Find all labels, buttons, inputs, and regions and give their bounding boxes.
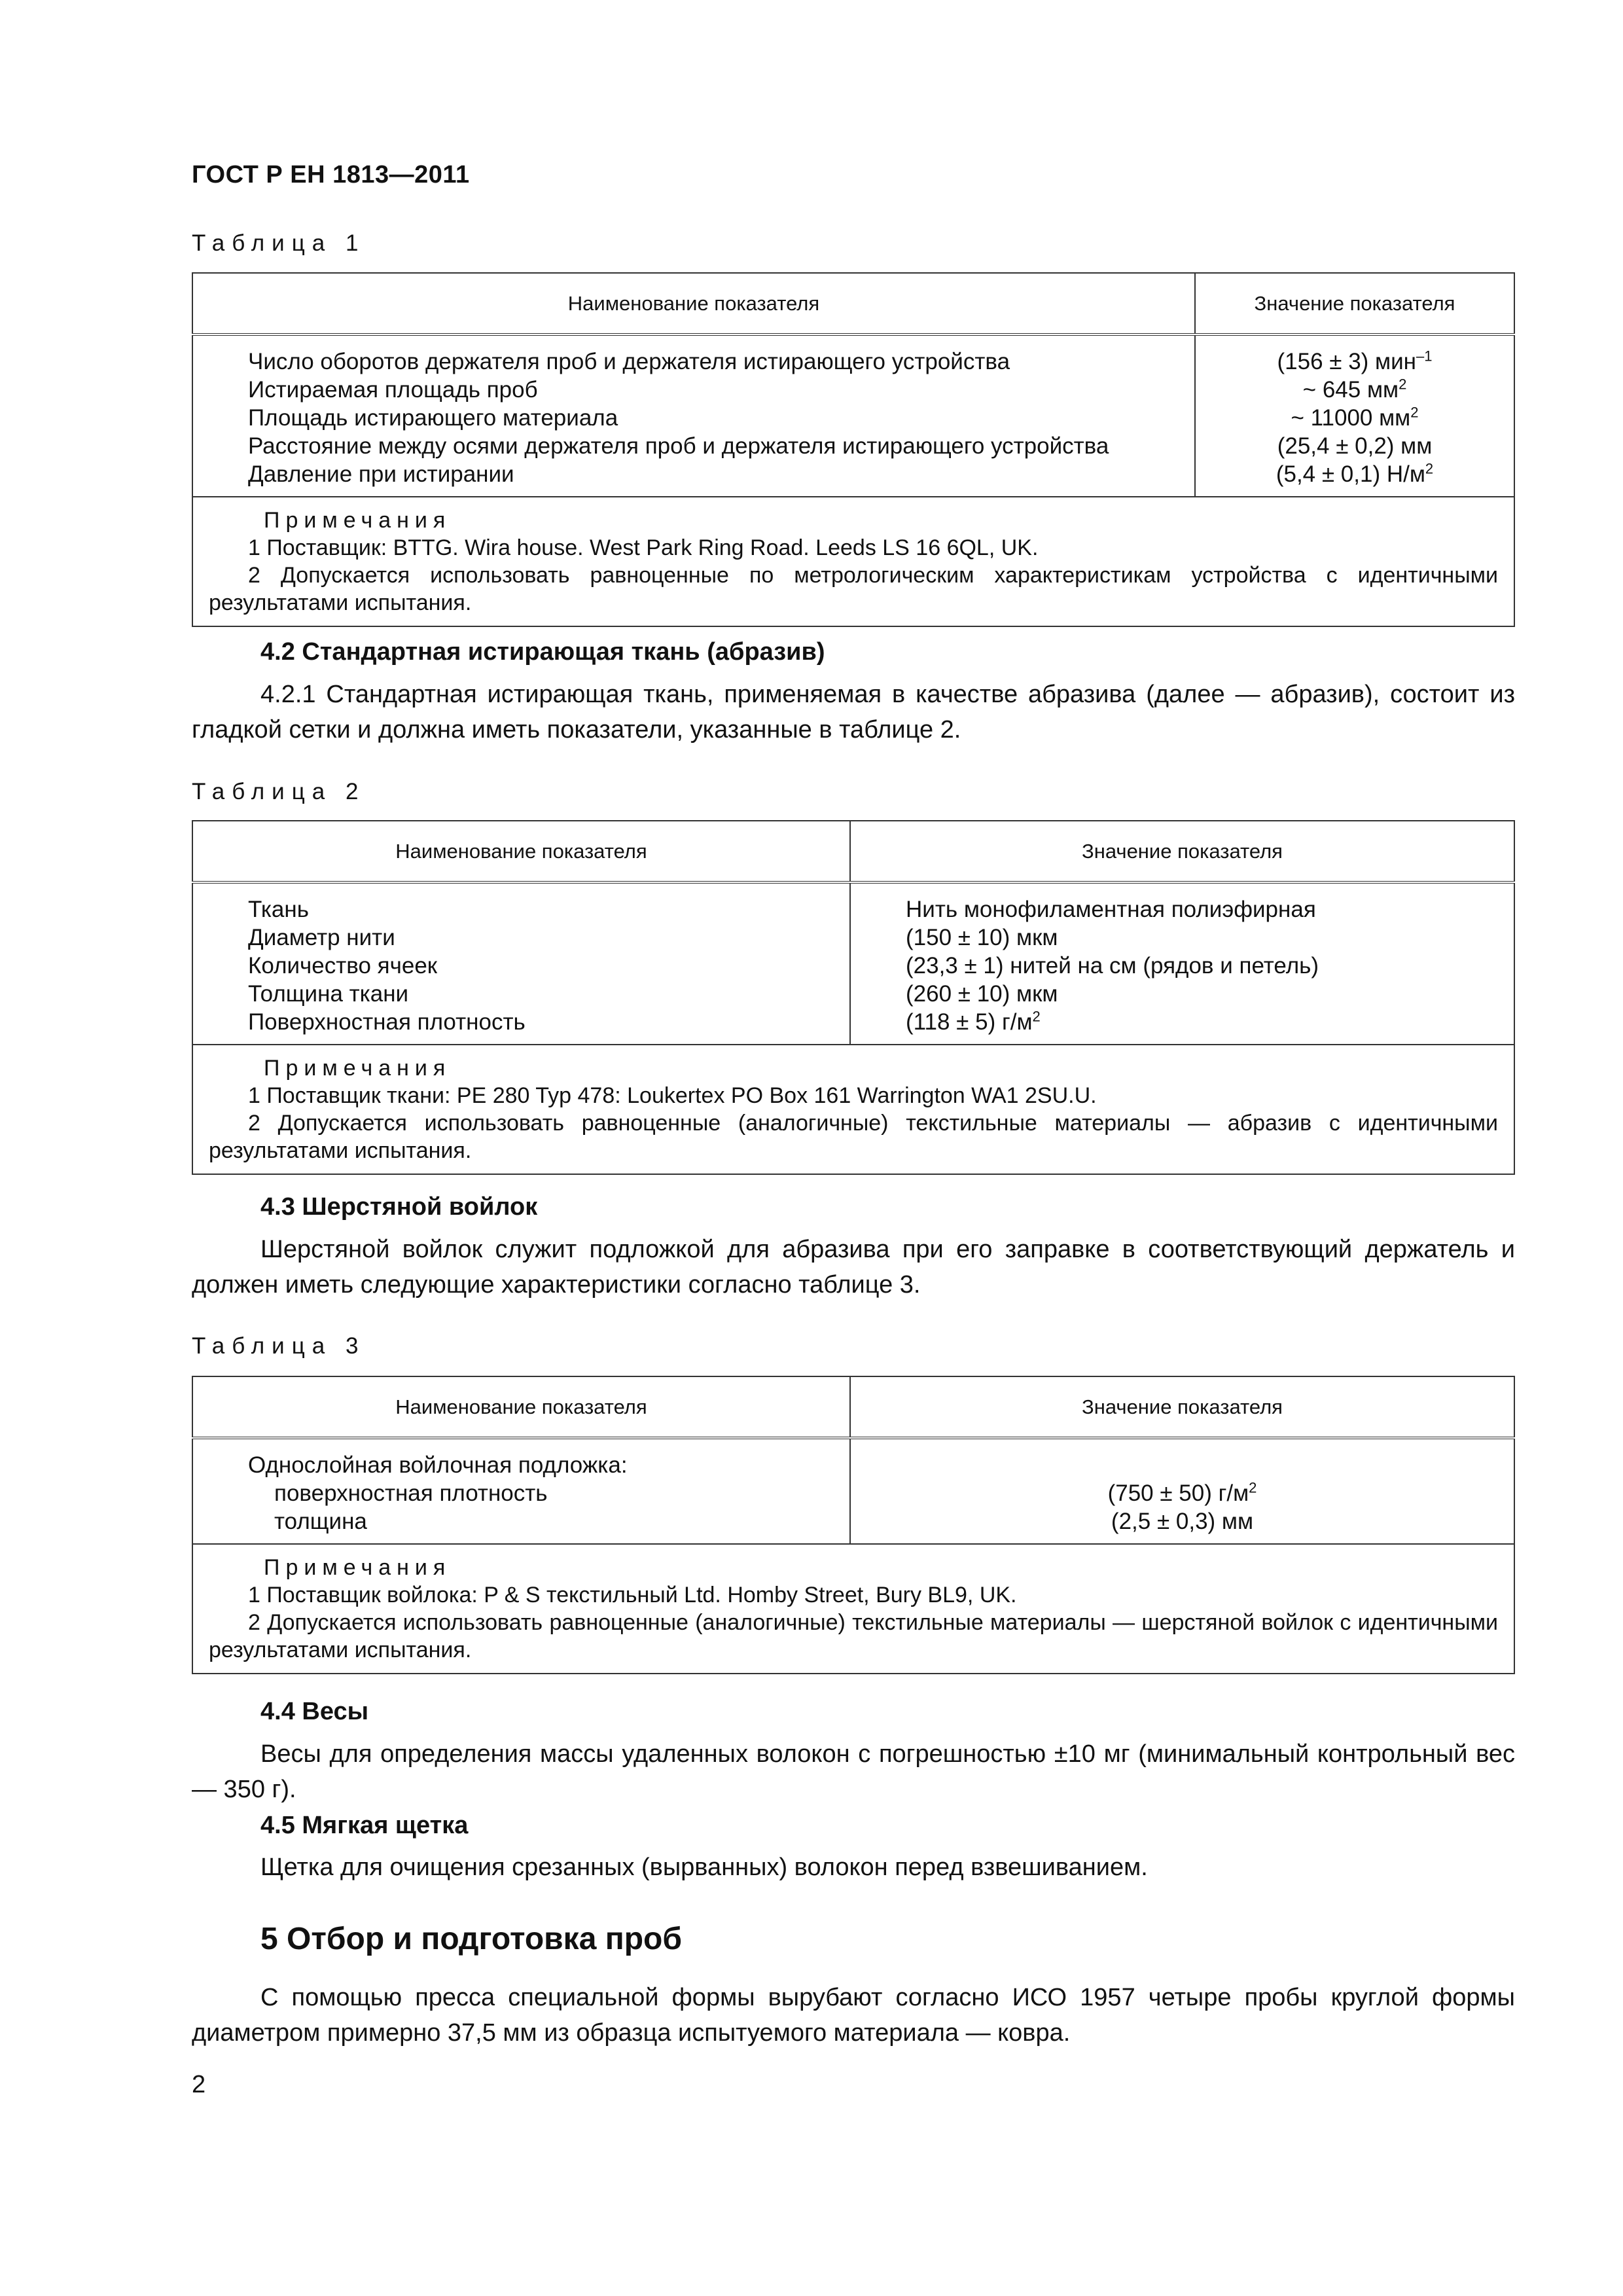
section-4-5-heading: 4.5 Мягкая щетка	[260, 1812, 469, 1839]
table3-col-header-value: Значение показателя	[850, 1376, 1514, 1438]
section-5-heading: 5 Отбор и подготовка проб	[260, 1922, 683, 1956]
table3-notes-title: Примечания	[264, 1555, 452, 1580]
table1-row-value: ~ 645 $мм^2$	[1302, 376, 1407, 403]
table2-row-name: Количество ячеек	[248, 953, 438, 978]
table1-row-name: Истираемая площадь проб	[248, 377, 538, 403]
table2-caption: Таблица 2	[192, 779, 366, 804]
table2-values-cell	[850, 882, 1514, 1045]
table2-row-value: (23,3 ± 1) нитей на см (рядов и петель)	[906, 953, 1319, 978]
table3-row-name: толщина	[274, 1509, 367, 1534]
table1-caption: Таблица 1	[192, 230, 366, 256]
table1-note: 1 Поставщик: BTTG. Wira house. West Park Ring Road. Leeds LS 16 6QL, UK.	[248, 535, 1039, 560]
section-4-2-heading: 4.2 Стандартная истирающая ткань (абразив)	[260, 638, 825, 666]
document-header: ГОСТ Р ЕН 1813—2011	[192, 161, 470, 188]
table2-col-header-value: Значение показателя	[850, 821, 1514, 882]
table1-row-value: ~ 11000 $мм^2$	[1291, 404, 1419, 431]
table3	[192, 1376, 1515, 1674]
table1-row-name: Давление при истирании	[248, 461, 514, 487]
table3-notes	[192, 1544, 1514, 1674]
table2-row-name: Поверхностная плотность	[248, 1009, 526, 1035]
table2-row-name: Диаметр нити	[248, 925, 395, 950]
section-5-text: С помощью пресса специальной формы вырубают согласно ИСО 1957 четыре пробы круглой формы диаметром примерно 37,5 мм из образца испытуемого материала — ковра.	[192, 1984, 1515, 2047]
table1-row-value: (25,4 ± 0,2) мм	[1277, 433, 1433, 459]
section-4-4-heading: 4.4 Весы	[260, 1698, 369, 1725]
table2-row-value: Нить монофиламентная полиэфирная	[906, 897, 1316, 922]
section-4-2-text: 4.2.1 Стандартная истирающая ткань, применяемая в качестве абразива (далее — абразив), состоит из гладкой сетки и должна иметь показатели, указанные в таблице 2.	[192, 681, 1515, 744]
table1-notes	[192, 497, 1514, 626]
section-4-3-heading: 4.3 Шерстяной войлок	[260, 1193, 538, 1221]
table1-col-header-name: Наименование показателя	[192, 273, 1195, 334]
table2-row-name: Ткань	[248, 897, 309, 922]
table2-row-value: (118 ± 5) $г/м^2$	[906, 1008, 1041, 1035]
table2-note: 1 Поставщик ткани: PE 280 Typ 478: Loukertex PO Box 161 Warrington WA1 2SU.U.	[248, 1083, 1097, 1108]
table1-notes-title: Примечания	[264, 508, 452, 533]
table3-row-value: (2,5 ± 0,3) мм	[1111, 1509, 1254, 1534]
section-4-3-text: Шерстяной войлок служит подложкой для абразива при его заправке в соответствующий держатель и должен иметь следующие характеристики согласно таблице 3.	[192, 1236, 1515, 1299]
table2-row-value: (150 ± 10) мкм	[906, 925, 1058, 950]
table2-names-cell	[192, 882, 850, 1045]
table3-values-cell	[850, 1438, 1514, 1544]
table3-note: 2 Допускается использовать равноценные (аналогичные) текстильные материалы — шерстяной войлок с идентичными результатами испытания.	[209, 1610, 1498, 1662]
table2-row-value: (260 ± 10) мкм	[906, 981, 1058, 1007]
table2-notes-title: Примечания	[264, 1056, 452, 1081]
table1-row-name: Число оборотов держателя проб и держателя истирающего устройства	[248, 349, 1010, 374]
table2-notes	[192, 1045, 1514, 1174]
table3-caption: Таблица 3	[192, 1333, 366, 1359]
table1-note: 2 Допускается использовать равноценные по метрологическим характеристикам устройства с идентичными результатами испытания.	[209, 563, 1498, 615]
table3-names-cell	[192, 1438, 850, 1544]
table3-row-name: поверхностная плотность	[274, 1480, 548, 1506]
table1-row-name: Площадь истирающего материала	[248, 405, 618, 431]
table1-values-cell	[1195, 334, 1514, 497]
table2-row-name: Толщина ткани	[248, 981, 409, 1007]
table2-col-header-name: Наименование показателя	[192, 821, 850, 882]
page-number: 2	[192, 2071, 206, 2098]
table1-row-value: (5,4 ± 0,1) $Н/м^2$	[1275, 460, 1434, 487]
table1-col-header-value: Значение показателя	[1195, 273, 1514, 334]
table2-note: 2 Допускается использовать равноценные (аналогичные) текстильные материалы — абразив с идентичными результатами испытания.	[209, 1111, 1498, 1163]
table1-names-cell	[192, 334, 1195, 497]
table3-row-value: (750 ± 50) $г/м^2$	[1107, 1479, 1257, 1506]
section-4-4-text: Весы для определения массы удаленных волокон с погрешностью ±10 мг (минимальный контрольный вес — 350 г).	[192, 1740, 1515, 1803]
table3-note: 1 Поставщик войлока: P & S текстильный Ltd. Homby Street, Bury BL9, UK.	[248, 1583, 1017, 1607]
table1-row-name: Расстояние между осями держателя проб и держателя истирающего устройства	[248, 433, 1109, 459]
table3-row-title: Однослойная войлочная подложка:	[248, 1452, 628, 1478]
table1	[192, 272, 1515, 627]
section-4-5-text: Щетка для очищения срезанных (вырванных) волокон перед взвешиванием.	[260, 1854, 1148, 1881]
table1-row-value: (156 ± 3) мин$^{-1}$	[1277, 348, 1433, 374]
table2	[192, 820, 1515, 1175]
table3-col-header-name: Наименование показателя	[192, 1376, 850, 1438]
